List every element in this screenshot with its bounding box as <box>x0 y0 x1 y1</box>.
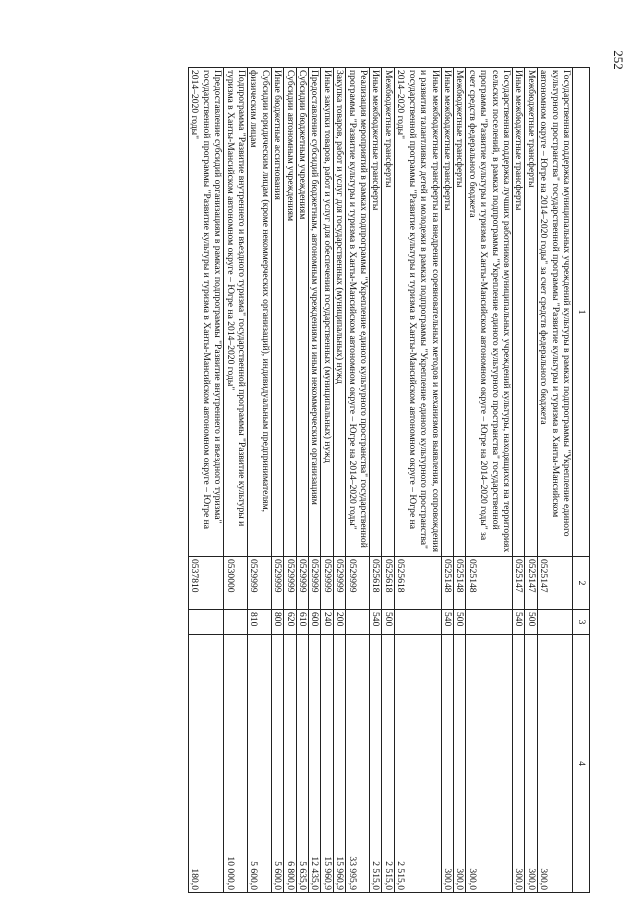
table-row <box>382 68 394 893</box>
row-amount: 15 960,9 <box>333 635 345 893</box>
row-amount: 2 515,0 <box>394 635 441 893</box>
row-code: 0525618 <box>382 557 394 610</box>
row-subcode: 610 <box>296 610 308 635</box>
table-body <box>189 68 590 893</box>
row-name: Субсидии автономным учреждениям <box>284 68 296 557</box>
header-col-1: 1 <box>573 68 590 557</box>
row-amount: 15 960,9 <box>321 635 333 893</box>
row-code: 0529999 <box>321 557 333 610</box>
row-amount: 300,0 <box>525 635 537 893</box>
row-amount: 5 600,0 <box>271 635 283 893</box>
row-name: Субсидии бюджетным учреждениям <box>296 68 308 557</box>
table-row <box>394 68 441 893</box>
row-subcode <box>394 610 441 635</box>
row-subcode: 200 <box>333 610 345 635</box>
row-subcode: 540 <box>512 610 524 635</box>
row-name: Иные закупки товаров, работ и услуг для обеспечения государственных (муниципальных) нужд <box>321 68 333 557</box>
row-name: Государственная поддержка лучших работников муниципальных учреждений культуры, находящихся на территориях сельских поселений, в рамках подпрограммы "Укрепление единого культурного пространства" государственной программы "Развитие культуры и туризма в Ханты-Мансийском автономном округе – Югре на 2014–2020 годы" за счет средств федерального бюджета <box>466 68 513 557</box>
row-code: 0529999 <box>248 557 272 610</box>
row-code: 0529999 <box>284 557 296 610</box>
row-subcode: 540 <box>370 610 382 635</box>
row-name: Реализация мероприятий в рамках подпрограммы "Укрепление единого культурного пространства" государственной программы "Развитие культуры и туризма в Ханты-Мансийском автономном округе – Югре на 2014–2020 годы" <box>346 68 370 557</box>
row-code: 0525618 <box>370 557 382 610</box>
row-subcode <box>346 610 370 635</box>
row-code: 0529999 <box>333 557 345 610</box>
table-row <box>271 68 283 893</box>
row-subcode <box>189 610 224 635</box>
table-row <box>284 68 296 893</box>
row-amount: 300,0 <box>512 635 524 893</box>
row-code: 0525618 <box>394 557 441 610</box>
row-amount: 180,0 <box>189 635 224 893</box>
table-row <box>370 68 382 893</box>
row-subcode: 800 <box>271 610 283 635</box>
row-name: Иные межбюджетные трансферты <box>512 68 524 557</box>
row-amount: 300,0 <box>466 635 513 893</box>
row-name: Предоставление субсидий бюджетным, автономным учреждениям и иным некоммерческим организациям <box>309 68 321 557</box>
row-subcode: 240 <box>321 610 333 635</box>
row-name: Межбюджетные трансферты <box>382 68 394 557</box>
table-row <box>189 68 224 893</box>
table-row <box>333 68 345 893</box>
row-amount: 2 515,0 <box>382 635 394 893</box>
row-code: 0525147 <box>512 557 524 610</box>
row-name: Иные бюджетные ассигнования <box>271 68 283 557</box>
row-amount: 10 000,0 <box>224 635 248 893</box>
row-subcode <box>224 610 248 635</box>
table-row <box>224 68 248 893</box>
budget-table <box>188 67 590 893</box>
row-subcode: 540 <box>441 610 453 635</box>
row-amount: 6 800,0 <box>284 635 296 893</box>
row-code: 0525147 <box>537 557 572 610</box>
row-amount: 5 600,0 <box>248 635 272 893</box>
header-col-2: 2 <box>573 557 590 610</box>
row-code: 0525147 <box>525 557 537 610</box>
row-name: Иные межбюджетные трансферты на внедрение соревновательных методов и механизмов выявления, сопровождения и развития талантливых детей и молодежи в рамках подпрограммы "Укрепление единого культурного пространства" государственной программы "Развитие культуры и туризма в Ханты-Мансийском автономном округе – Югре на 2014–2020 годы" <box>394 68 441 557</box>
row-subcode: 500 <box>453 610 465 635</box>
table-row <box>525 68 537 893</box>
table-row <box>296 68 308 893</box>
row-name: Предоставление субсидий организациям в рамках подпрограммы "Развитие внутреннего и въездного туризма" государственной программы "Развитие культуры и туризма в Ханты-Мансийском автономном округе – Югре на 2014–2020 годы" <box>189 68 224 557</box>
row-code: 0525148 <box>453 557 465 610</box>
row-name: Субсидии юридическим лицам (кроме некоммерческих организаций), индивидуальным предпринимателям, физическим лицам <box>248 68 272 557</box>
row-name: Иные межбюджетные трансферты <box>370 68 382 557</box>
table-row <box>309 68 321 893</box>
row-name: Межбюджетные трансферты <box>525 68 537 557</box>
row-amount: 300,0 <box>537 635 572 893</box>
row-subcode <box>537 610 572 635</box>
header-row <box>573 68 590 893</box>
row-code: 0529999 <box>346 557 370 610</box>
row-name: Иные межбюджетные трансферты <box>441 68 453 557</box>
row-amount: 5 635,0 <box>296 635 308 893</box>
row-name: Закупка товаров, работ и услуг для государственных (муниципальных) нужд <box>333 68 345 557</box>
header-col-4: 4 <box>573 635 590 893</box>
row-subcode: 810 <box>248 610 272 635</box>
row-subcode: 600 <box>309 610 321 635</box>
row-name: Государственная поддержка муниципальных учреждений культуры в рамках подпрограммы "Укрепление единого культурного пространства" государственной программы "Развитие культуры и туризма в Ханты-Мансийском автономном округе – Югре на 2014–2020 годы" за счет средств федерального бюджета <box>537 68 572 557</box>
row-amount: 300,0 <box>441 635 453 893</box>
row-amount: 2 515,0 <box>370 635 382 893</box>
row-name: Межбюджетные трансферты <box>453 68 465 557</box>
row-code: 0525148 <box>441 557 453 610</box>
row-code: 0529999 <box>309 557 321 610</box>
header-col-3: 3 <box>573 610 590 635</box>
row-amount: 300,0 <box>453 635 465 893</box>
row-amount: 12 435,0 <box>309 635 321 893</box>
table-row <box>512 68 524 893</box>
table-row <box>248 68 272 893</box>
row-code: 0530000 <box>224 557 248 610</box>
row-code: 0537810 <box>189 557 224 610</box>
row-code: 0525148 <box>466 557 513 610</box>
rotated-table-container <box>86 67 590 892</box>
table-row <box>466 68 513 893</box>
table-row <box>537 68 572 893</box>
row-subcode: 620 <box>284 610 296 635</box>
row-code: 0529999 <box>271 557 283 610</box>
row-subcode: 500 <box>525 610 537 635</box>
table-row <box>453 68 465 893</box>
table-row <box>441 68 453 893</box>
row-subcode <box>466 610 513 635</box>
table-row <box>321 68 333 893</box>
row-name: Подпрограмма "Развитие внутреннего и въездного туризма" государственной программы "Развитие культуры и туризма в Ханты-Мансийском автономном округе – Югре на 2014–2020 годы" <box>224 68 248 557</box>
row-subcode: 500 <box>382 610 394 635</box>
row-code: 0529999 <box>296 557 308 610</box>
page-number: 252 <box>611 50 626 70</box>
table-row <box>346 68 370 893</box>
row-amount: 33 995,9 <box>346 635 370 893</box>
